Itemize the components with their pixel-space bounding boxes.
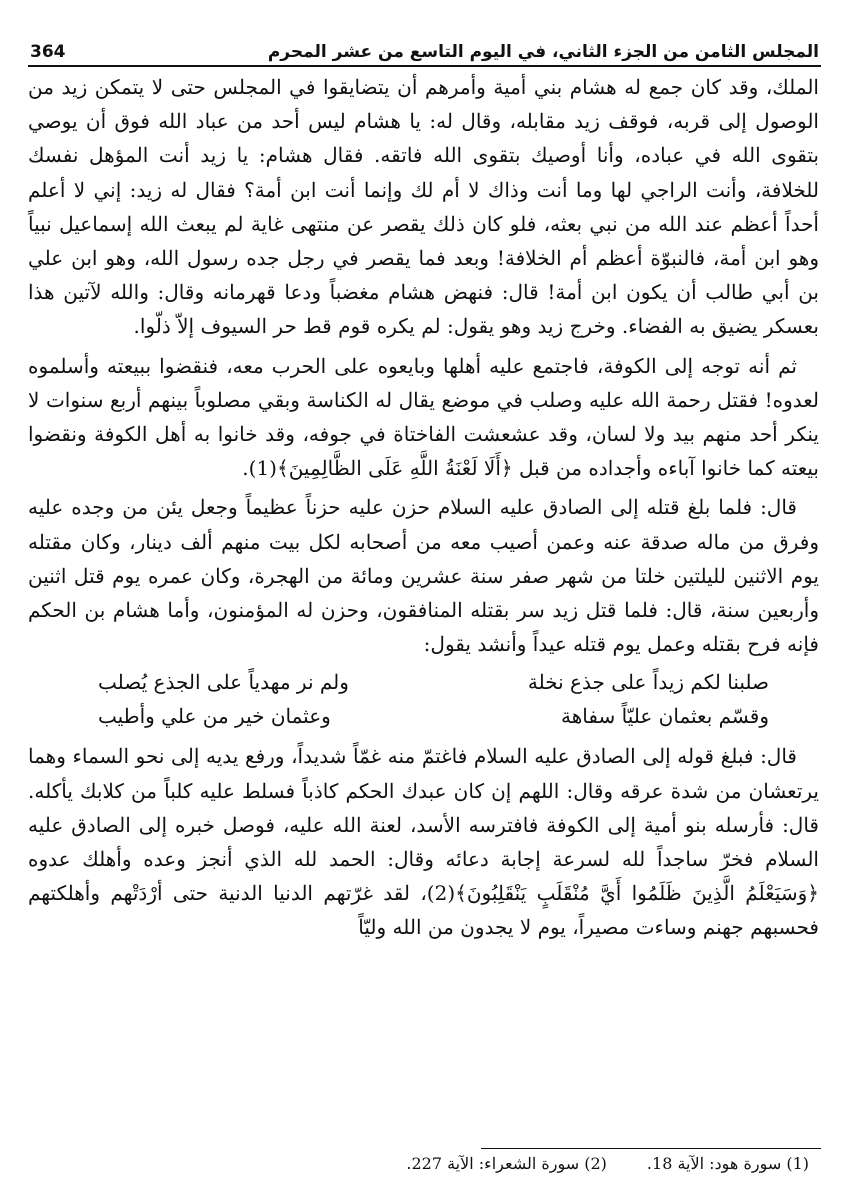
footnote-divider xyxy=(481,1148,821,1149)
poem-hemistich-first: صلبنا لكم زيداً على جذع نخلة xyxy=(527,670,769,695)
poem-verse xyxy=(28,665,819,699)
footnotes xyxy=(406,1154,809,1173)
body-text xyxy=(28,70,819,945)
page-number: 364 xyxy=(30,42,66,62)
paragraph: قال: فلما بلغ قتله إلى الصادق عليه السلام حزن عليه حزناً عظيماً وجعل يئن من وجده عليه وفرق من ماله صدقة عنه وعمن أصيب معه من أصحابه لكل بيت منهم ألف دينار، وكان مقتله يوم الاثنين لليلتين خلتا من شهر صفر سنة عشرين ومائة من الهجرة، وكان عمره يوم قتل اثنين وأربعين سنة، قال: فلما قتل زيد سر بقتله المنافقون، وحزن له المؤمنون، وأما هشام بن الحكم فإنه فرح بقتله وعمل يوم قتله عيداً وأنشد يقول: xyxy=(28,495,819,657)
poem xyxy=(28,665,819,733)
paragraph: الملك، وقد كان جمع له هشام بني أمية وأمرهم أن يتضايقوا في المجلس حتى لا يتمكن زيد من الوصول إلى قربه، فوقف زيد مقابله، وقال له: يا هشام ليس أحد من عباد الله فوق أن يوصي بتقوى الله في عباده، وأنا أوصيك بتقوى الله فاتقه. فقال هشام: يا زيد أنت المؤهل نفسك للخلافة، وأنت الراجي لها وما أنت وذاك لا أم لك وإنما أنت ابن أمة؟ فقال له زيد: إني لا أعلم أحداً أعظم عند الله من نبي بعثه، فلو كان ذلك يقصر عن منتهى غاية لم يبعث الله إسماعيل نبياً وهو ابن أمة، فالنبوّة أعظم أم الخلافة! وبعد فما يقصر في رجل جده رسول الله، وهو ابن علي بن أبي طالب أن يكون ابن أمة! قال: فنهض هشام مغضباً ودعا قهرمانه وقال: والله لآتين هذا بعسكر يضيق به الفضاء. وخرج زيد وهو يقول: لم يكره قوم قط حر السيوف إلاّ ذلّوا. xyxy=(28,75,819,339)
poem-verse xyxy=(28,699,819,733)
poem-hemistich-first: وقسّم بعثمان عليّاً سفاهة xyxy=(561,704,769,729)
running-header xyxy=(30,28,819,62)
header-divider xyxy=(28,65,821,67)
footnote: (2) سورة الشعراء: الآية 227. xyxy=(406,1154,607,1173)
paragraph: ثم أنه توجه إلى الكوفة، فاجتمع عليه أهلها وبايعوه على الحرب معه، فنقضوا ببيعته وأسلموه لعدوه! فقتل رحمة الله عليه وصلب في موضع يقال له الكناسة وبقي مصلوباً بينهم أربع سنوات لا ينكر أحد منهم بيد ولا لسان، وقد عشعشت الفاختاة في جوفه، وقد خانوا به أهل الكوفة ونقضوا بيعته كما خانوا آباءه وأجداده من قبل ﴿أَلَا لَعْنَةُ اللَّهِ عَلَى الظَّالِمِينَ﴾(1). xyxy=(28,353,819,481)
chapter-title: المجلس الثامن من الجزء الثاني، في اليوم التاسع من عشر المحرم xyxy=(267,42,819,62)
paragraph: قال: فبلغ قوله إلى الصادق عليه السلام فاغتمّ منه غمّاً شديداً، ورفع يديه إلى نحو السماء وهما يرتعشان من شدة عرقه وقال: اللهم إن كان عبدك الحكم كاذباً فسلط عليه كلباً من كلابك يأكله. قال: فأرسله بنو أمية إلى الكوفة فافترسه الأسد، لعنة الله عليه، فوصل خبره إلى الصادق عليه السلام فخرّ ساجداً لله لسرعة إجابة دعائه وقال: الحمد لله الذي أنجز وعده وأهلك عدوه ﴿وَسَيَعْلَمُ الَّذِينَ ظَلَمُوا أَيَّ مُنْقَلَبٍ يَنْقَلِبُونَ﴾(2)، لقد غرّتهم الدنيا الدنية حتى أرْدَتْهم وأهلكتهم فحسبهم جهنم وساءت مصيراً، يوم لا يجدون من الله وليّاً xyxy=(28,744,820,940)
poem-hemistich-second: وعثمان خير من علي وأطيب xyxy=(98,704,331,729)
footnote: (1) سورة هود: الآية 18. xyxy=(646,1154,809,1173)
poem-hemistich-second: ولم نر مهدياً على الجذع يُصلب xyxy=(98,670,349,695)
